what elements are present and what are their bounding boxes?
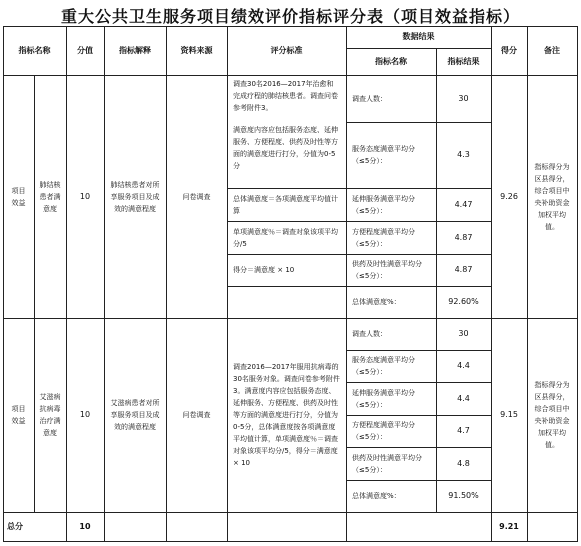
section1-explanation: 肺结核患者对所享服务项目及成效的满意程度 xyxy=(110,180,160,213)
section1-score: 9.26 xyxy=(500,191,518,201)
section1-standard-1: 调查30名2016—2017年治愈和完成疗程的肺结核患者。调查问卷参考附件3。 xyxy=(233,80,338,112)
section1-standard-4: 单项满意度％＝调查对象该项平均分/5 xyxy=(233,227,338,248)
section2-source: 问卷调查 xyxy=(182,411,211,419)
section2-row-name: 延伸服务满意平均分（≤5分）： xyxy=(352,388,415,409)
section1-row-name: 服务态度满意平均分（≤5分）： xyxy=(352,145,415,165)
header-indicator-explanation: 指标解释 xyxy=(119,45,151,55)
section2-row-value: 4.8 xyxy=(457,458,470,468)
section2-score-value: 10 xyxy=(79,410,91,419)
section2-row-name: 方便程度满意平均分（≤5分）： xyxy=(352,421,415,441)
section2-row-name: 供药及时性满意平均分（≤5分）： xyxy=(352,453,422,474)
section1-level2: 肺结核患者满意度 xyxy=(39,180,61,213)
section1-row-value: 30 xyxy=(458,93,469,103)
total-label: 总分 xyxy=(7,521,23,531)
section2-row-name: 服务态度满意平均分（≤5分）： xyxy=(352,356,415,376)
section1-source: 问卷调查 xyxy=(182,192,211,201)
section1-row-name: 调查人数： xyxy=(352,94,387,103)
header-sub-indicator-name: 指标名称 xyxy=(375,56,407,66)
total-score-value: 10 xyxy=(79,521,91,531)
section2-standard: 调查2016—2017年服用抗病毒的30名服务对象。调查问卷参考附件3。满意度内容应包括服务态度、延伸服务、方便程度、供药及时性等方面的满意度进行打分，分值为0-5分，总体满意度按各项满意度平均值计算，单项满意度％＝调查对象该项平均分/5，得分＝满意度 × 10 xyxy=(233,363,340,467)
section1-standard-5: 得分＝满意度 × 10 xyxy=(233,266,295,274)
section2-row-value: 30 xyxy=(458,329,469,338)
header-indicator-result: 指标结果 xyxy=(447,56,480,66)
section2-row-value: 4.4 xyxy=(457,393,470,403)
section1-row-value: 4.87 xyxy=(454,232,473,242)
section2-row-value: 91.50% xyxy=(448,491,479,500)
section2-remark: 指标得分为区县得分，综合项目中央补助资金加权平均值。 xyxy=(534,381,570,449)
section2-explanation: 艾滋病患者对所享服务项目及成效的满意程度 xyxy=(110,399,160,431)
header-remark: 备注 xyxy=(544,45,560,55)
header-scoring-standard: 评分标准 xyxy=(270,45,303,55)
section2-level1: 项目效益 xyxy=(11,405,26,425)
section2-row-name: 调查人数： xyxy=(352,330,387,338)
header-score-value: 分值 xyxy=(77,45,93,55)
section1-remark: 指标得分为区县得分，综合项目中央补助资金加权平均值。 xyxy=(534,162,570,231)
section2-row-value: 4.4 xyxy=(457,361,470,370)
section2-row-name: 总体满意度%： xyxy=(352,492,401,500)
total-score: 9.21 xyxy=(499,521,519,531)
section1-score-value: 10 xyxy=(79,191,91,201)
header-data-result: 数据结果 xyxy=(402,32,435,41)
section1-row-value: 4.47 xyxy=(454,199,473,209)
section1-standard-3: 总体满意度＝各项满意度平均值计算 xyxy=(233,194,338,215)
section1-row-value: 4.3 xyxy=(457,150,470,159)
section1-row-name: 供药及时性满意平均分（≤5分）： xyxy=(352,260,422,280)
header-data-source: 资料来源 xyxy=(180,45,213,55)
section2-score: 9.15 xyxy=(500,410,518,419)
section1-row-value: 92.60% xyxy=(448,297,479,306)
section2-row-value: 4.7 xyxy=(457,426,470,435)
section2-level2: 艾滋病抗病毒治疗满意度 xyxy=(39,393,61,437)
header-score: 得分 xyxy=(501,45,517,55)
page-title: 重大公共卫生服务项目绩效评价指标评分表（项目效益指标） xyxy=(60,7,520,26)
section1-row-name: 方便程度满意平均分（≤5分）： xyxy=(352,227,415,248)
section1-row-value: 4.87 xyxy=(454,265,473,274)
section1-standard-2: 满意度内容应包括服务态度、延伸服务、方便程度、供药及时性等方面的满意度进行打分，分值为0-5分 xyxy=(233,126,338,170)
section1-row-name: 延伸服务满意平均分（≤5分）： xyxy=(352,194,415,215)
section1-level1: 项目效益 xyxy=(11,186,26,207)
header-indicator-name: 指标名称 xyxy=(18,45,51,55)
section1-row-name: 总体满意度%： xyxy=(352,298,401,306)
